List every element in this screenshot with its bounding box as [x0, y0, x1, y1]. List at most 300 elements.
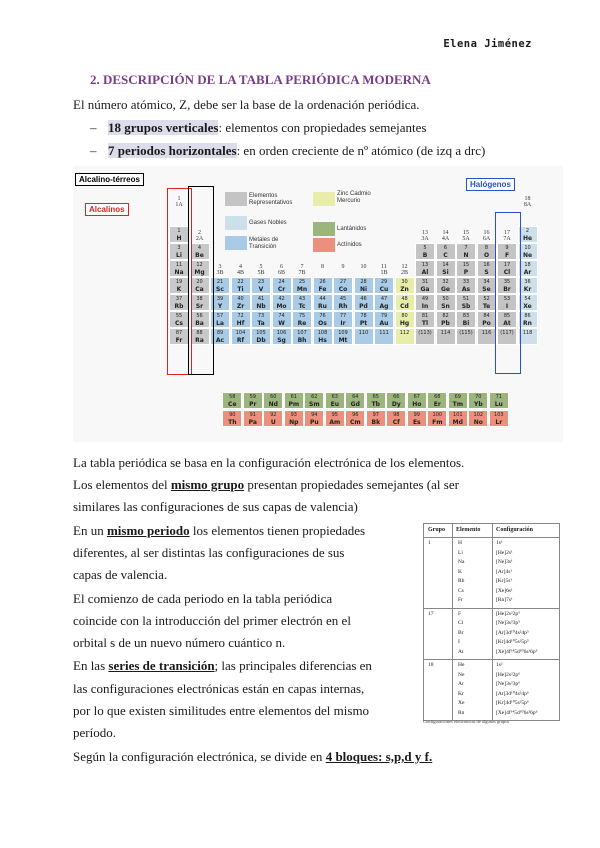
config-element: Ar — [458, 681, 464, 687]
config-element: H — [458, 540, 462, 546]
atomic-number: 94 — [311, 412, 318, 418]
element-symbol: Tb — [371, 401, 380, 408]
element-cell — [436, 294, 456, 311]
atomic-number: 2 — [525, 228, 530, 234]
atomic-number: 8 — [484, 245, 489, 251]
atomic-number: 52 — [483, 296, 490, 302]
atomic-number: 92 — [270, 412, 277, 418]
atomic-number: 112 — [399, 330, 410, 336]
element-symbol: Md — [452, 419, 463, 426]
element-cell — [304, 410, 324, 427]
element-cell — [345, 392, 365, 409]
atomic-number: 36 — [524, 279, 531, 285]
element-cell — [407, 410, 427, 427]
element-cell — [374, 311, 394, 328]
element-symbol: Pr — [249, 401, 257, 408]
atomic-number: 13 — [421, 262, 429, 268]
halogenos-outline — [495, 212, 521, 374]
atomic-number: 104 — [235, 330, 246, 336]
mismo-periodo-term: mismo periodo — [106, 523, 190, 538]
atomic-number: 26 — [319, 279, 326, 285]
bullet-text: : en orden creciente de nº atómico (de izq a drc) — [236, 143, 486, 158]
element-cell — [313, 311, 333, 328]
atomic-number: 25 — [298, 279, 306, 285]
element-cell — [436, 328, 456, 345]
element-cell — [448, 392, 468, 409]
bullet-dash: – — [90, 120, 97, 135]
element-symbol: Tc — [298, 303, 306, 310]
element-cell — [407, 392, 427, 409]
element-cell — [456, 277, 476, 294]
group-number: 2 2A — [195, 230, 204, 242]
atomic-number: 64 — [352, 394, 359, 400]
element-symbol: Yb — [473, 401, 483, 408]
atomic-number: 53 — [503, 296, 511, 302]
atomic-number: 11 — [175, 262, 183, 268]
element-symbol: Bh — [297, 337, 307, 344]
element-symbol: Lr — [495, 419, 503, 426]
atomic-number: 29 — [380, 279, 388, 285]
atomic-number: 7 — [464, 245, 468, 251]
config-element: He — [458, 662, 465, 668]
element-cell — [477, 260, 497, 277]
legend-transicion: Metales de Transición — [249, 237, 279, 250]
atomic-number: 90 — [229, 412, 236, 418]
atomic-number: 106 — [276, 330, 287, 336]
atomic-number: 42 — [278, 296, 285, 302]
element-cell — [456, 328, 476, 345]
element-symbol: Cr — [277, 286, 286, 293]
config-group-number: 1 — [428, 540, 431, 546]
element-cell — [415, 294, 435, 311]
element-cell — [272, 311, 292, 328]
atomic-number: 40 — [237, 296, 244, 302]
config-value: [Ne]3s¹ — [496, 559, 513, 565]
element-cell — [333, 311, 353, 328]
atomic-number: 76 — [319, 313, 326, 319]
group-number: 13 3A — [421, 230, 429, 242]
atomic-number: 15 — [462, 262, 470, 268]
atomic-number: 44 — [319, 296, 326, 302]
atomic-number: 14 — [442, 262, 449, 268]
element-symbol: Sm — [309, 401, 320, 408]
legend-swatch-actinidos — [313, 238, 335, 252]
alcalinos-label: Alcalinos — [85, 203, 129, 216]
element-symbol: Fr — [175, 337, 183, 344]
mismo-grupo-term: mismo grupo — [170, 477, 245, 492]
element-symbol: Co — [338, 286, 348, 293]
atomic-number: 71 — [495, 394, 502, 400]
atomic-number: 6 — [443, 245, 448, 251]
element-cell — [427, 392, 447, 409]
element-symbol: Xe — [523, 303, 532, 310]
element-symbol: Eu — [330, 401, 339, 408]
element-symbol: Be — [195, 252, 204, 259]
element-symbol: Sr — [195, 303, 204, 310]
element-symbol: Cf — [392, 419, 400, 426]
element-cell — [354, 328, 374, 345]
atomic-number: 70 — [475, 394, 482, 400]
element-symbol: Pu — [309, 419, 319, 426]
element-cell — [395, 294, 415, 311]
element-symbol: Po — [482, 320, 491, 327]
atomic-number: 51 — [462, 296, 470, 302]
legend-swatch-nobles — [225, 216, 247, 230]
element-cell — [272, 294, 292, 311]
element-symbol: Am — [329, 419, 341, 426]
config-caption: Configuraciones electrónicas de algunos grupos — [423, 719, 510, 724]
intro-paragraph: El número atómico, Z, debe ser la base de la ordenación periódica. — [73, 97, 420, 112]
element-symbol: Kr — [523, 286, 532, 293]
bullet-strong: 18 grupos verticales — [108, 120, 219, 135]
series-transicion-term: series de transición — [108, 658, 215, 673]
element-cell — [489, 392, 509, 409]
atomic-number: 84 — [483, 313, 490, 319]
atomic-number: (113) — [418, 330, 432, 336]
legend-lantanidos: Lantánidos — [337, 226, 367, 232]
atomic-number: 57 — [216, 313, 224, 319]
text: En un — [73, 523, 107, 538]
atomic-number: 88 — [196, 330, 203, 336]
element-symbol: Np — [289, 419, 299, 426]
element-symbol: La — [216, 320, 224, 327]
element-symbol: Er — [433, 401, 441, 408]
atomic-number: 101 — [453, 412, 463, 418]
atomic-number: 49 — [421, 296, 429, 302]
para-comienzo-l2: coincide con la introducción del primer electrón en el — [73, 613, 351, 628]
element-cell — [477, 243, 497, 260]
element-cell — [456, 294, 476, 311]
config-header-elemento: Elemento — [456, 527, 481, 533]
element-cell — [333, 328, 353, 345]
element-cell — [436, 277, 456, 294]
atomic-number: 12 — [196, 262, 203, 268]
atomic-number: 4 — [197, 245, 202, 251]
atomic-number: 28 — [360, 279, 367, 285]
atomic-number: 22 — [237, 279, 244, 285]
element-symbol: K — [176, 286, 182, 293]
config-element: Cs — [458, 587, 464, 594]
group-number: 7 7B — [298, 264, 306, 276]
element-cell — [386, 410, 406, 427]
legend-zn: Zinc Cadmio Mercurio — [337, 191, 371, 204]
halogenos-label: Halógenos — [466, 178, 515, 191]
atomic-number: 59 — [249, 394, 256, 400]
atomic-number: (115) — [459, 330, 473, 336]
element-cell — [313, 277, 333, 294]
atomic-number: 72 — [237, 313, 244, 319]
element-symbol: Ge — [441, 286, 450, 293]
element-cell — [345, 410, 365, 427]
element-cell — [292, 328, 312, 345]
atomic-number: 107 — [297, 330, 307, 336]
element-cell — [436, 243, 456, 260]
element-cell — [251, 294, 271, 311]
atomic-number: 73 — [257, 313, 265, 319]
element-cell — [272, 277, 292, 294]
element-symbol: Sc — [216, 286, 224, 293]
element-symbol: Na — [174, 269, 184, 276]
element-symbol: Ag — [379, 303, 389, 310]
element-symbol: Y — [217, 303, 223, 310]
element-symbol: Re — [297, 320, 307, 327]
atomic-number: 16 — [483, 262, 490, 268]
atomic-number: 93 — [290, 412, 297, 418]
group-number: 17 7A — [503, 230, 511, 242]
atomic-number: 18 — [524, 262, 531, 268]
group-number: 9 — [341, 264, 345, 270]
element-symbol: He — [522, 235, 533, 242]
element-symbol: Lu — [494, 401, 503, 408]
element-symbol: No — [473, 419, 483, 426]
group-number: 6 6B — [277, 264, 285, 276]
atomic-number: 56 — [196, 313, 203, 319]
atomic-number: 118 — [522, 330, 533, 336]
config-value: 1s¹ — [496, 540, 503, 546]
element-cell — [456, 260, 476, 277]
atomic-number: 60 — [270, 394, 277, 400]
atomic-number: 110 — [358, 330, 369, 336]
group-number: 11 1B — [380, 264, 388, 276]
element-symbol: Au — [379, 320, 389, 327]
alcalinoterreos-outline — [188, 186, 214, 375]
atomic-number: 99 — [413, 412, 420, 418]
element-cell — [251, 311, 271, 328]
atomic-number: 47 — [380, 296, 388, 302]
element-cell — [304, 392, 324, 409]
element-cell — [325, 410, 345, 427]
element-symbol: Al — [421, 269, 429, 276]
config-element: F — [458, 610, 462, 617]
element-cell — [477, 328, 497, 345]
atomic-number: 38 — [196, 296, 203, 302]
para-transicion-l2: las configuraciones electrónicas están en capas internas, — [73, 681, 365, 696]
atomic-number: 46 — [360, 296, 367, 302]
atomic-number: 17 — [503, 262, 511, 268]
element-cell — [272, 328, 292, 345]
element-symbol: Ru — [318, 303, 327, 310]
element-cell — [263, 392, 283, 409]
element-cell — [231, 311, 251, 328]
element-symbol: Bi — [462, 320, 470, 327]
atomic-number: 9 — [505, 245, 509, 251]
atomic-number: 65 — [372, 394, 379, 400]
alcalinoterreos-label: Alcalino-térreos — [75, 173, 144, 186]
element-cell — [374, 294, 394, 311]
element-symbol: Ce — [228, 401, 237, 408]
atomic-number: 75 — [298, 313, 306, 319]
element-symbol: Te — [482, 303, 491, 310]
element-symbol: Pb — [441, 320, 450, 327]
config-table — [423, 523, 560, 721]
element-cell — [374, 328, 394, 345]
atomic-number: 111 — [379, 330, 389, 336]
legend-actinidos: Actínidos — [337, 242, 362, 248]
config-header-line — [424, 537, 559, 538]
element-symbol: Si — [442, 269, 449, 276]
atomic-number: 3 — [177, 245, 181, 251]
element-symbol: Ho — [412, 401, 422, 408]
atomic-number: 79 — [380, 313, 388, 319]
atomic-number: 114 — [440, 330, 451, 336]
element-symbol: Fm — [432, 419, 443, 426]
element-symbol: Mt — [338, 337, 348, 344]
para-transicion-l4: período. — [73, 725, 116, 740]
element-symbol: Hg — [399, 320, 410, 327]
atomic-number: 10 — [524, 245, 531, 251]
config-header-grupo: Grupo — [428, 527, 446, 533]
atomic-number: 87 — [175, 330, 183, 336]
atomic-number: 32 — [442, 279, 449, 285]
bullet-dash: – — [90, 143, 97, 158]
config-element: Br — [458, 629, 464, 636]
para-transicion-l3: por lo que existen similitudes entre elementos del mismo — [73, 703, 370, 718]
element-symbol: Zr — [236, 303, 245, 310]
atomic-number: 31 — [421, 279, 429, 285]
atomic-number: 95 — [331, 412, 338, 418]
element-cell — [333, 294, 353, 311]
element-symbol: Ba — [195, 320, 204, 327]
element-symbol: At — [503, 320, 511, 327]
element-cell — [415, 243, 435, 260]
atomic-number: 78 — [360, 313, 367, 319]
element-symbol: Fe — [318, 286, 327, 293]
atomic-number: 98 — [393, 412, 400, 418]
element-symbol: Cl — [503, 269, 511, 276]
atomic-number: 86 — [524, 313, 531, 319]
config-group-number: 17 — [428, 610, 434, 617]
element-symbol: Cm — [349, 419, 361, 426]
element-cell — [415, 277, 435, 294]
element-symbol: Gd — [350, 401, 360, 408]
config-element: Cl — [458, 620, 464, 626]
author-name: Elena Jiménez — [443, 38, 532, 50]
element-symbol: F — [504, 252, 510, 259]
para-mismo-periodo-l3: capas de valencia. — [73, 567, 168, 582]
element-symbol: Ac — [215, 337, 225, 344]
config-element: At — [458, 648, 464, 655]
text: En las — [73, 658, 109, 673]
atomic-number: 35 — [503, 279, 511, 285]
element-cell — [468, 392, 488, 409]
config-value: [Ne]3s²3p⁵ — [496, 620, 521, 626]
config-element: K — [458, 568, 462, 575]
element-symbol: Ir — [340, 320, 346, 327]
element-cell — [468, 410, 488, 427]
element-cell — [374, 277, 394, 294]
element-symbol: Ra — [195, 337, 204, 344]
element-symbol: Ga — [420, 286, 430, 293]
element-cell — [366, 392, 386, 409]
element-symbol: Tm — [452, 401, 463, 408]
group-number: 16 6A — [482, 230, 491, 242]
para-mismo-grupo-l2: similares las configuraciones de sus capas de valencia) — [73, 499, 358, 514]
atomic-number: 105 — [256, 330, 266, 336]
atomic-number: 102 — [473, 412, 484, 418]
element-symbol: Nd — [268, 401, 278, 408]
element-cell — [313, 294, 333, 311]
atomic-number: 39 — [216, 296, 224, 302]
element-cell — [395, 277, 415, 294]
element-symbol: Dy — [391, 401, 401, 408]
atomic-number: 103 — [494, 412, 504, 418]
atomic-number: 43 — [298, 296, 306, 302]
group-number: 18 8A — [523, 196, 532, 208]
element-cell — [395, 311, 415, 328]
element-cell — [292, 294, 312, 311]
element-cell — [448, 410, 468, 427]
element-symbol: Sg — [277, 337, 286, 344]
atomic-number: 48 — [401, 296, 408, 302]
element-cell — [477, 294, 497, 311]
config-element: Na — [458, 559, 465, 565]
element-symbol: Zn — [400, 286, 409, 293]
atomic-number: 96 — [352, 412, 359, 418]
element-symbol: Li — [176, 252, 182, 259]
group-number: 10 — [360, 264, 367, 270]
element-symbol: Th — [228, 419, 237, 426]
config-element: Kr — [458, 690, 464, 697]
element-symbol: I — [505, 303, 509, 310]
atomic-number: 81 — [421, 313, 429, 319]
atomic-number: 30 — [401, 279, 408, 285]
element-symbol: Ca — [195, 286, 204, 293]
section-heading: 2. DESCRIPCIÓN DE LA TABLA PERIÓDICA MODERNA — [90, 72, 431, 87]
atomic-number: 20 — [196, 279, 203, 285]
element-cell — [477, 277, 497, 294]
config-element: Fr — [458, 597, 463, 603]
config-column-line — [492, 524, 493, 720]
group-number: 12 2B — [400, 264, 408, 276]
element-cell — [395, 328, 415, 345]
element-cell — [251, 277, 271, 294]
bullet-periods — [90, 143, 485, 159]
element-symbol: Cd — [400, 303, 409, 310]
text: los elementos tienen propiedades — [189, 523, 366, 538]
atomic-number: 61 — [290, 394, 297, 400]
config-element: Rb — [458, 578, 465, 584]
text: presentan propiedades semejantes (al ser — [244, 477, 459, 492]
element-symbol: In — [421, 303, 429, 310]
element-cell — [415, 328, 435, 345]
element-symbol: Rf — [236, 337, 245, 344]
element-cell — [354, 294, 374, 311]
legend-representativos: Elementos Representativos — [249, 193, 293, 206]
para-transicion — [73, 655, 372, 677]
atomic-number: 67 — [413, 394, 420, 400]
atomic-number: 5 — [423, 245, 427, 251]
config-value: [Ar]3d¹⁰4s²4p⁵ — [496, 629, 529, 636]
element-cell — [366, 410, 386, 427]
atomic-number: 66 — [393, 394, 400, 400]
element-symbol: Ar — [523, 269, 532, 276]
atomic-number: 100 — [432, 412, 443, 418]
atomic-number: 97 — [372, 412, 379, 418]
element-symbol: Sb — [461, 303, 471, 310]
element-cell — [456, 243, 476, 260]
element-cell — [292, 277, 312, 294]
legend-swatch-transicion — [225, 236, 247, 250]
bullet-text: : elementos con propiedades semejantes — [218, 120, 427, 135]
element-symbol: Sn — [441, 303, 450, 310]
element-cell — [333, 277, 353, 294]
config-value: [Xe]4f¹⁴5d¹⁰6s²6p⁵ — [496, 648, 538, 655]
element-cell — [231, 277, 251, 294]
para-mismo-grupo — [73, 474, 528, 496]
config-header-configuracion: Configuración — [496, 527, 534, 533]
config-value: [Ar]3d¹⁰4s²4p⁶ — [496, 690, 529, 697]
group-number: 3 3B — [216, 264, 224, 276]
